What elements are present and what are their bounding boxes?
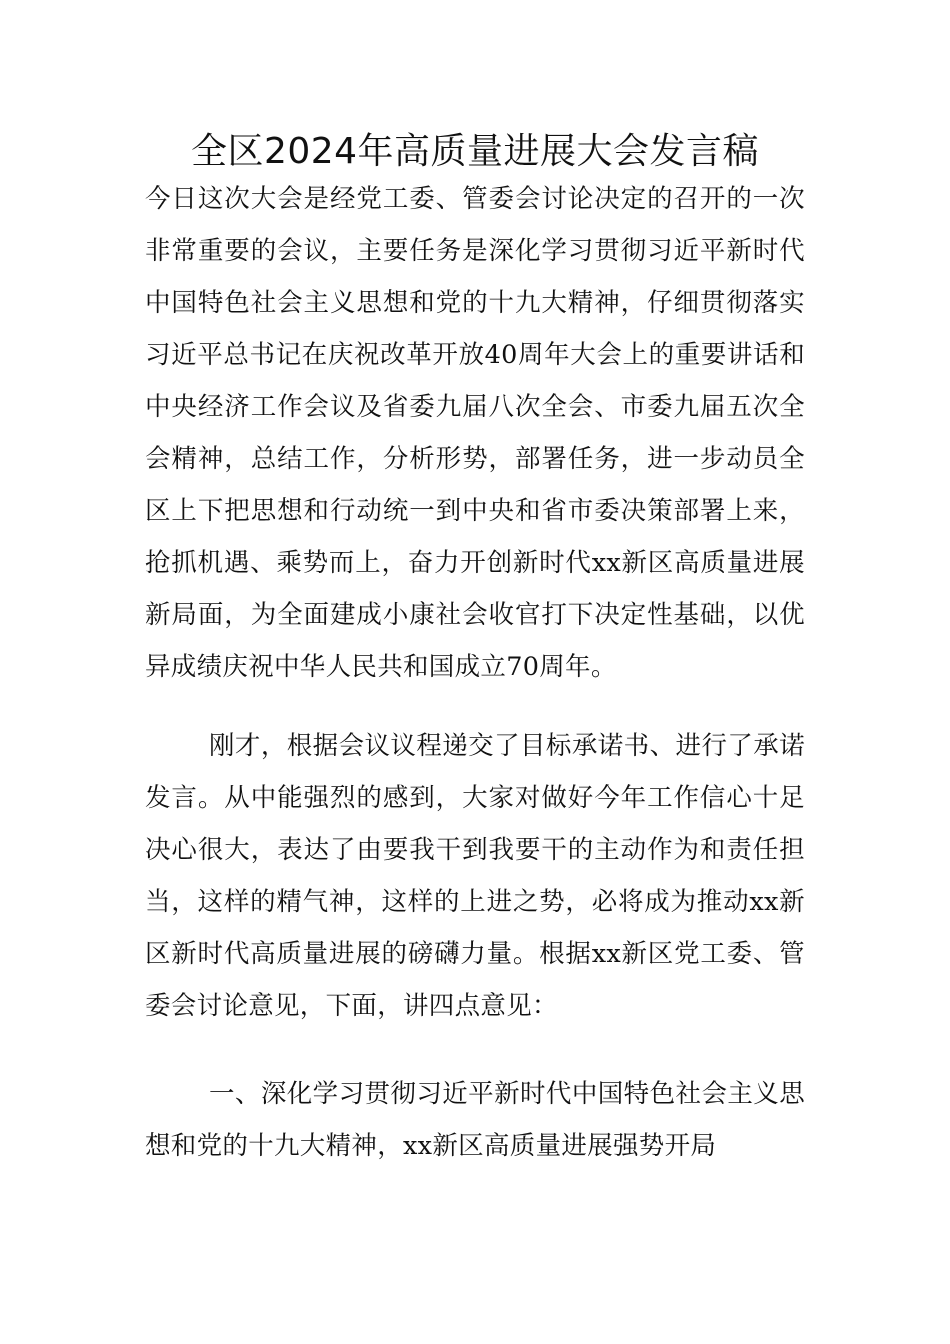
document-title: 全区2024年高质量进展大会发言稿 [190,131,760,172]
paragraph-opening: 今日这次大会是经党工委、管委会讨论决定的召开的一次非常重要的会议，主要任务是深化学习贯彻习近平新时代中国特色社会主义思想和党的十九大精神，仔细贯彻落实习近平总书记在庆祝改革开放40周年大会上的重要讲话和中央经济工作会议及省委九届八次全会、市委九届五次全会精神，总结工作，分析形势，部署任务，进一步动员全区上下把思想和行动统一到中央和省市委决策部署上来，抢抓机遇、乘势而上，奋力开创新时代xx新区高质量进展新局面，为全面建成小康社会收官打下决定性基础，以优异成绩庆祝中华人民共和国成立70周年。 [145,184,805,682]
section-heading-one: 一、深化学习贯彻习近平新时代中国特色社会主义思想和党的十九大精神，xx新区高质量进展强势开局 [145,1079,805,1161]
paragraph-commitments: 刚才，根据会议议程递交了目标承诺书、进行了承诺发言。从中能强烈的感到，大家对做好今年工作信心十足决心很大，表达了由要我干到我要干的主动作为和责任担当，这样的精气神，这样的上进之势，必将成为推动xx新区新时代高质量进展的磅礴力量。根据xx新区党工委、管委会讨论意见，下面，讲四点意见： [145,731,805,1021]
